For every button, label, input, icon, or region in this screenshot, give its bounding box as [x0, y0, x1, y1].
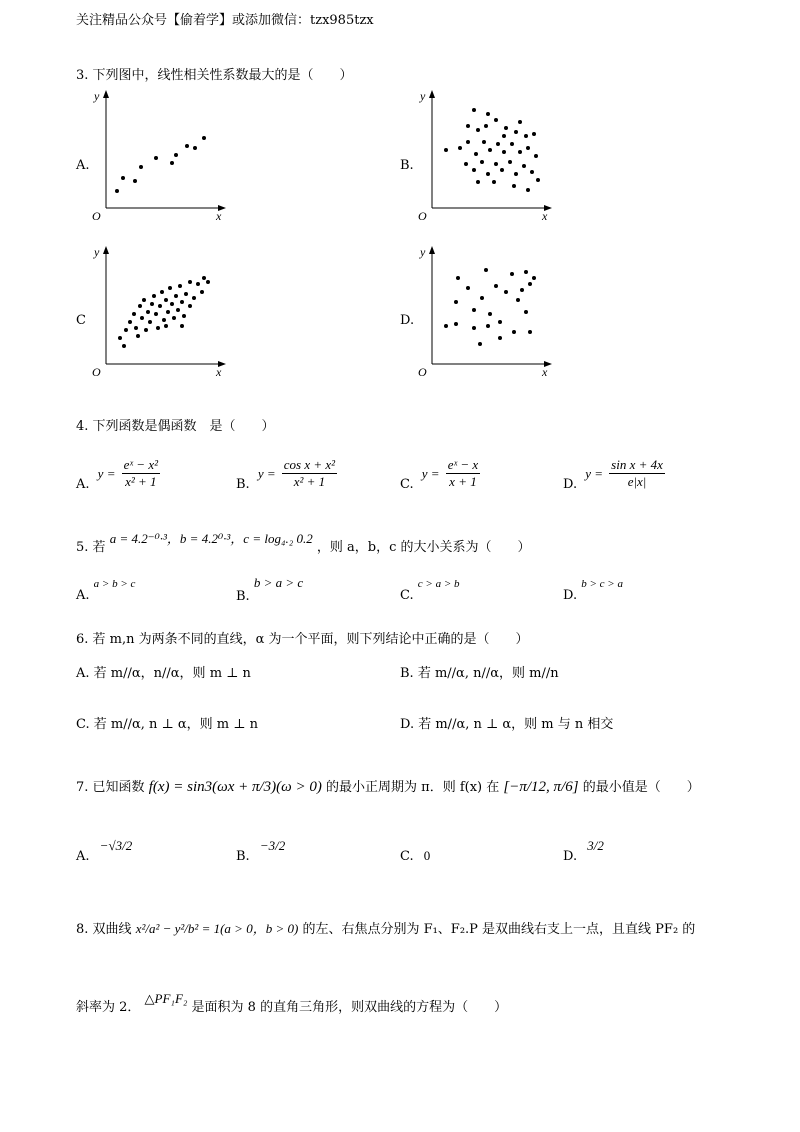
svg-text:x: x: [542, 209, 548, 222]
q8-stem-line1: 8. 双曲线 x²/a² − y²/b² = 1(a > 0，b > 0) 的左、右焦点分别为 F₁、F₂.P 是双曲线右支上一点，且直线 PF₂ 的: [76, 921, 696, 937]
q6-option-a: A. 若 m//α，n//α，则 m ⊥ n: [76, 666, 251, 681]
origin-label: O: [92, 209, 101, 222]
svg-text:x: x: [216, 365, 222, 378]
q5-stem: 5. 若 a = 4.2⁻⁰·³，b = 4.2⁰·³，c = log₄.₂ 0.2 ，则 a，b，c 的大小关系为（ ）: [76, 531, 531, 555]
axis-y-label: y: [94, 89, 100, 103]
q4-option-d: D. y = $\frac{\text{sin x + 4x}}{e|x|}$: [563, 457, 663, 492]
svg-text:y: y: [94, 245, 100, 259]
page-header: 关注精品公众号【偷着学】或添加微信：tzx985tzx: [76, 13, 374, 28]
q3-option-c-label: C: [76, 313, 86, 328]
q6-stem: 6. 若 m,n 为两条不同的直线，α 为一个平面，则下列结论中正确的是（ ）: [76, 632, 529, 647]
svg-text:y: y: [420, 245, 426, 259]
q6-option-d: D. 若 m//α, n ⊥ α，则 m 与 n 相交: [400, 717, 614, 732]
svg-text:x: x: [542, 365, 548, 378]
q3-stem: 3. 下列图中，线性相关性系数最大的是（ ）: [76, 68, 353, 83]
q7-option-d: D. 3/2: [563, 838, 604, 864]
q6-option-c: C. 若 m//α, n ⊥ α，则 m ⊥ n: [76, 717, 258, 732]
q5-option-c: C. c > a > b: [400, 578, 460, 603]
q4-option-a: A. y = $\frac{\text{eˣ − x²}}{\text{x² + 1}}$: [76, 457, 158, 492]
scatter-plot-a: [90, 86, 230, 222]
q7-option-a: A. −√3/2: [76, 838, 133, 864]
scatter-plot-d: [416, 242, 556, 378]
q8-stem-line2: 斜率为 2． △PF₁F₂ 是面积为 8 的直角三角形，则双曲线的方程为（ ）: [76, 991, 508, 1015]
q4-option-b: B. y = $\frac{\text{cos x + x²}}{\text{x² + 1}}$: [236, 457, 336, 492]
svg-text:O: O: [92, 365, 101, 378]
scatter-plot-b: [416, 86, 556, 222]
q7-stem: 7. 已知函数 f(x) = sin3(ωx + π/3)(ω > 0) 的最小正周期为 π．则 f(x) 在 [−π/12, π/6] 的最小值是（ ）: [76, 779, 700, 795]
q5-option-a: A. a > b > c: [76, 578, 136, 603]
svg-text:O: O: [418, 209, 427, 222]
q6-option-b: B. 若 m//α, n//α，则 m//n: [400, 666, 559, 681]
q5-option-b: B. b > a > c: [236, 575, 304, 604]
q3-option-d-label: D.: [400, 313, 415, 328]
q7-option-b: B. −3/2: [236, 838, 286, 864]
q5-option-d: D. b > c > a: [563, 578, 623, 603]
svg-text:O: O: [418, 365, 427, 378]
axis-x-label: x: [216, 209, 222, 222]
q7-option-c: C. 0: [400, 848, 431, 864]
q3-option-a-label: A.: [76, 158, 90, 173]
scatter-plot-c: [90, 242, 230, 378]
q3-option-b-label: B.: [400, 158, 414, 173]
q4-stem: 4. 下列函数是偶函数 是（ ）: [76, 419, 275, 434]
svg-text:y: y: [420, 89, 426, 103]
q4-option-c: C. y = $\frac{\text{eˣ − x}}{x + 1}$: [400, 457, 479, 492]
